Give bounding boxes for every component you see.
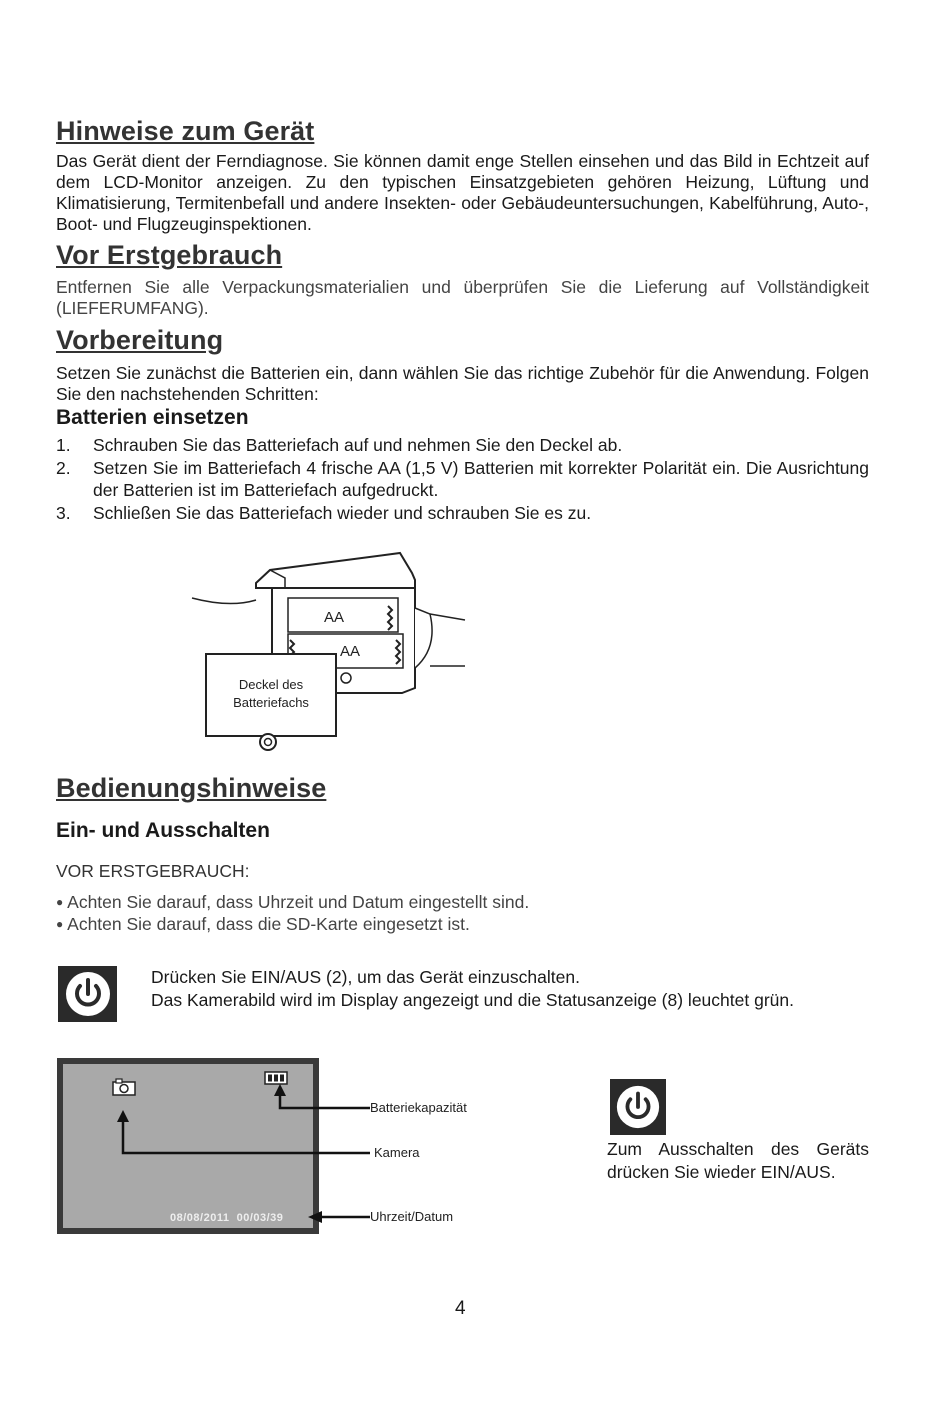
battery-label-2: AA [340, 643, 361, 660]
bullet-text: Achten Sie darauf, dass Uhrzeit und Datum eingestellt sind. [67, 892, 530, 912]
step-number: 2. [56, 458, 71, 478]
step-text: Schließen Sie das Batteriefach wieder und schrauben Sie es zu. [93, 503, 592, 523]
section-title-hinweise: Hinweise zum Gerät [56, 116, 315, 146]
cover-label-line2: Batteriefachs [233, 695, 309, 710]
bullet-dot: ● [56, 917, 64, 931]
subtitle-ein-ausschalten: Ein- und Ausschalten [56, 819, 270, 842]
section-title-vorbereitung: Vorbereitung [56, 325, 224, 355]
step-number: 1. [56, 435, 71, 455]
bullet-text: Achten Sie darauf, dass die SD-Karte eingesetzt ist. [67, 914, 470, 934]
display-date: 08/08/2011 [170, 1212, 230, 1224]
vorbereitung-paragraph: Setzen Sie zunächst die Batterien ein, dann wählen Sie das richtige Zubehör für die Anwendung. Folgen Sie den nachstehenden Schritten: [56, 363, 869, 404]
subtitle-batterien: Batterien einsetzen [56, 406, 249, 429]
erstgebrauch-paragraph: Entfernen Sie alle Verpackungsmaterialien und überprüfen Sie die Lieferung auf Vollständigkeit (LIEFERUMFANG). [56, 277, 869, 318]
bullet-dot: ● [56, 895, 64, 909]
label-datetime: Uhrzeit/Datum [370, 1209, 454, 1224]
section-title-bedienung: Bedienungshinweise [56, 773, 327, 803]
battery-label-1: AA [324, 609, 345, 626]
step-number: 3. [56, 503, 71, 523]
label-camera: Kamera [374, 1145, 420, 1160]
power-off-text: Zum Ausschalten des Geräts drücken Sie wieder EIN/AUS. [607, 1139, 869, 1182]
power-icon [610, 1079, 666, 1135]
step-text: Setzen Sie im Batteriefach 4 frische AA (1,5 V) Batterien mit korrekter Polarität ein. Die Ausrichtung der Batterien ist im Batteriefach aufgedruckt. [93, 458, 869, 500]
step-text: Schrauben Sie das Batteriefach auf und nehmen Sie den Deckel ab. [93, 435, 623, 455]
page-number: 4 [455, 1298, 466, 1319]
pre-use-label: VOR ERSTGEBRAUCH: [56, 861, 250, 881]
power-on-line2: Das Kamerabild wird im Display angezeigt und die Statusanzeige (8) leuchtet grün. [151, 990, 794, 1010]
section-title-erstgebrauch: Vor Erstgebrauch [56, 240, 283, 270]
label-battery-capacity: Batteriekapazität [370, 1100, 467, 1115]
power-on-line1: Drücken Sie EIN/AUS (2), um das Gerät einzuschalten. [151, 967, 580, 987]
display-time: 00/03/39 [236, 1212, 284, 1224]
hinweise-paragraph: Das Gerät dient der Ferndiagnose. Sie können damit enge Stellen einsehen und das Bild in Echtzeit auf dem LCD-Monitor anzeigen. Zu den typischen Einsatzgebieten gehören Heizung, Lüftung und Klimatisierung, Termitenbefall und andere Insekten- oder Gebäudeuntersuchungen, Kabelführung, Auto-, Boot- und Flugzeuginspektionen. [56, 151, 869, 234]
cover-label-line1: Deckel des [238, 677, 304, 692]
